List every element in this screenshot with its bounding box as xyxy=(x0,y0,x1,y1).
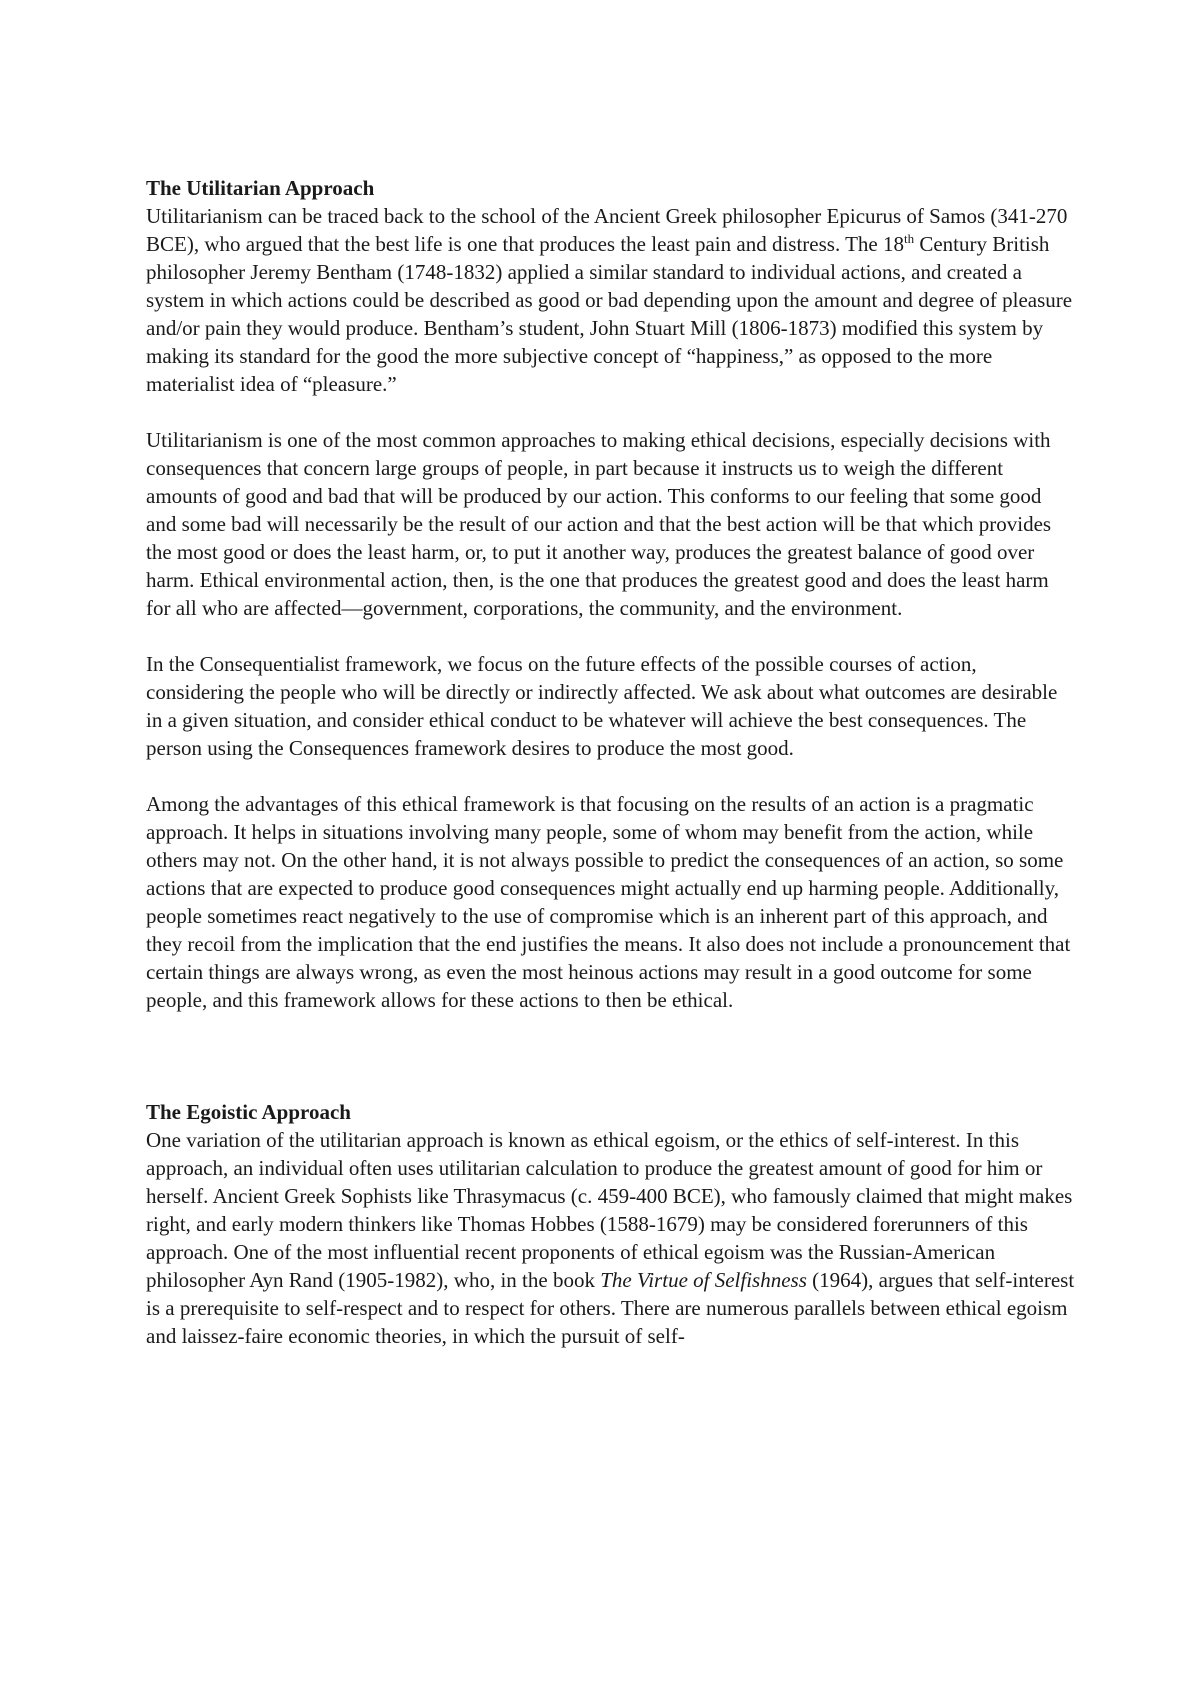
document-body xyxy=(146,174,1076,1378)
paragraph-text: Utilitarianism can be traced back to the school of the Ancient Greek philosopher Epicurus of Samos (341-270 BCE), who argued that the best life is one that produces the least pain and distress. The 18 xyxy=(146,204,1068,256)
paragraph-text: Century British philosopher Jeremy Bentham (1748-1832) applied a similar standard to individual actions, and created a system in which actions could be described as good or bad depending upon the amount and degree of pleasure and/or pain they would produce. Bentham’s student, John Stuart Mill (1806-1873) modified this system by making its standard for the good the more subjective concept of “happiness,” as opposed to the more materialist idea of “pleasure.” xyxy=(146,232,1073,396)
section-title-utilitarian: The Utilitarian Approach xyxy=(146,176,375,200)
ordinal-superscript: th xyxy=(903,231,915,246)
paragraph-ethical-egoism xyxy=(146,1126,1076,1350)
paragraph-utilitarian-origins xyxy=(146,202,1076,398)
book-title: The Virtue of Selfishness xyxy=(600,1268,807,1292)
paragraph-text: (1964), argues that self-interest is a prerequisite to self-respect and to respect for others. There are numerous parallels between ethical egoism and laissez-faire economic theories, in which the pursuit of self- xyxy=(146,1268,1075,1348)
section-spacer xyxy=(146,1042,1076,1098)
paragraph-consequentialist-framework: In the Consequentialist framework, we focus on the future effects of the possible courses of action, considering the people who will be directly or indirectly affected. We ask about what outcomes are desirable in a given situation, and consider ethical conduct to be whatever will achieve the best consequences. The person using the Consequences framework desires to produce the most good. xyxy=(146,652,1058,760)
section-title-egoistic: The Egoistic Approach xyxy=(146,1100,351,1124)
paragraph-text: One variation of the utilitarian approach is known as ethical egoism, or the ethics of self-interest. In this approach, an individual often uses utilitarian calculation to produce the greatest amount of good for him or herself. Ancient Greek Sophists like Thrasymacus (c. 459-400 BCE), who famously claimed that might makes right, and early modern thinkers like Thomas Hobbes (1588-1679) may be considered forerunners of this approach. One of the most influential recent proponents of ethical egoism was the Russian-American philosopher Ayn Rand (1905-1982), who, in the book xyxy=(146,1128,1073,1292)
paragraph-advantages: Among the advantages of this ethical framework is that focusing on the results of an action is a pragmatic approach. It helps in situations involving many people, some of whom may benefit from the action, while others may not. On the other hand, it is not always possible to predict the consequences of an action, so some actions that are expected to produce good consequences might actually end up harming people. Additionally, people sometimes react negatively to the use of compromise which is an inherent part of this approach, and they recoil from the implication that the end justifies the means. It also does not include a pronouncement that certain things are always wrong, as even the most heinous actions may result in a good outcome for some people, and this framework allows for these actions to then be ethical. xyxy=(146,792,1071,1012)
paragraph-utilitarian-common-approach: Utilitarianism is one of the most common approaches to making ethical decisions, especially decisions with consequences that concern large groups of people, in part because it instructs us to weigh the different amounts of good and bad that will be produced by our action. This conforms to our feeling that some good and some bad will necessarily be the result of our action and that the best action will be that which provides the most good or does the least harm, or, to put it another way, produces the greatest balance of good over harm. Ethical environmental action, then, is the one that produces the greatest good and does the least harm for all who are affected—government, corporations, the community, and the environment. xyxy=(146,428,1052,620)
